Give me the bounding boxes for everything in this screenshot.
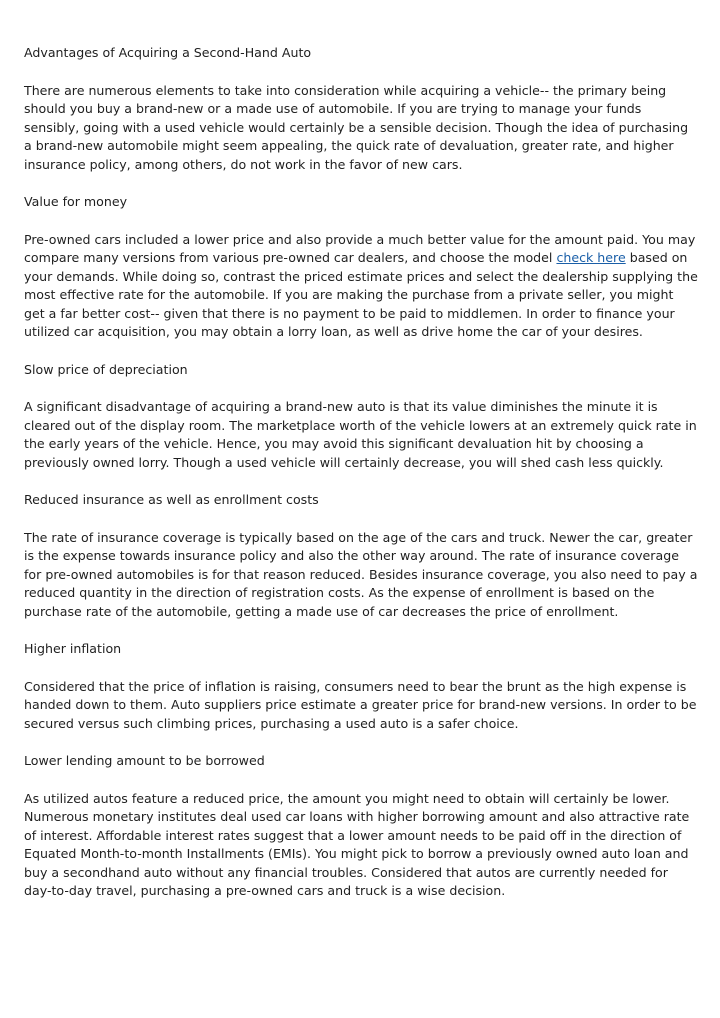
section-paragraph-lending: As utilized autos feature a reduced price, the amount you might need to obtain will certainly be lower. Numerous monetary institutes deal used car loans with higher borrowing amount and also attractive rate of interest. Affordable interest rates suggest that a lower amount needs to be paid off in the direction of Equated Month-to-month Installments (EMIs). You might pick to borrow a previously owned auto loan and buy a secondhand auto without any financial troubles. Considered that autos are currently needed for day-to-day travel, purchasing a pre-owned cars and truck is a wise decision. bbox=[24, 790, 690, 898]
section-heading-lending: Lower lending amount to be borrowed bbox=[24, 753, 265, 768]
section-heading-depreciation: Slow price of depreciation bbox=[24, 361, 188, 377]
check-here-link[interactable]: check here bbox=[556, 250, 626, 265]
section-paragraph-depreciation: A significant disadvantage of acquiring a brand-new auto is that its value diminishes the minute it is cleared out of the display room. The marketplace worth of the vehicle lowers at an extremely quick rate in the early years of the vehicle. Hence, you may avoid this significant devaluation hit by choosing a previously owned lorry. Though a used vehicle will certainly decrease, you will shed cash less quickly. bbox=[24, 399, 697, 470]
document-title: Advantages of Acquiring a Second-Hand Auto bbox=[24, 45, 312, 60]
section-paragraph-inflation: Considered that the price of inflation is raising, consumers need to bear the brunt as the high expense is handed down to them. Auto suppliers price estimate a greater price for brand-new versions. In order to be secured versus such climbing prices, purchasing a used auto is a safer choice. bbox=[24, 678, 697, 731]
section-heading-insurance: Reduced insurance as well as enrollment costs bbox=[24, 492, 319, 507]
section-heading-value-for-money: Value for money bbox=[24, 194, 128, 209]
intro-paragraph: There are numerous elements to take into consideration while acquiring a vehicle-- the primary being should you buy a brand-new or a made use of automobile. If you are trying to manage your funds sensibly, going with a used vehicle would certainly be a sensible decision. Though the idea of purchasing a brand-new automobile might seem appealing, the quick rate of devaluation, greater rate, and higher insurance policy, among others, do not work in the favor of new cars. bbox=[24, 82, 689, 172]
paragraph-text: based on your demands. While doing so, contrast the priced estimate prices and select the dealership supplying the most effective rate for the automobile. If you are making the purchase from a private seller, you might get a far better cost-- given that there is no payment to be paid to middlemen. In order to finance your utilized car acquisition, you may obtain a lorry loan, as well as drive home the car of your desires. bbox=[24, 250, 698, 339]
document-body bbox=[24, 44, 698, 920]
paragraph-text: Pre-owned cars included a lower price and also provide a much better value for the amount paid. You may compare many versions from various pre-owned car dealers, and choose the model bbox=[24, 231, 696, 265]
section-paragraph-value-for-money bbox=[24, 231, 698, 342]
section-paragraph-insurance: The rate of insurance coverage is typically based on the age of the cars and truck. Newer the car, greater is the expense towards insurance policy and also the other way around. The rate of insurance coverage for pre-owned automobiles is for that reason reduced. Besides insurance coverage, you also need to pay a reduced quantity in the direction of registration costs. As the expense of enrollment is based on the purchase rate of the automobile, getting a made use of car decreases the price of enrollment. bbox=[24, 529, 698, 619]
section-heading-inflation: Higher inflation bbox=[24, 641, 122, 656]
